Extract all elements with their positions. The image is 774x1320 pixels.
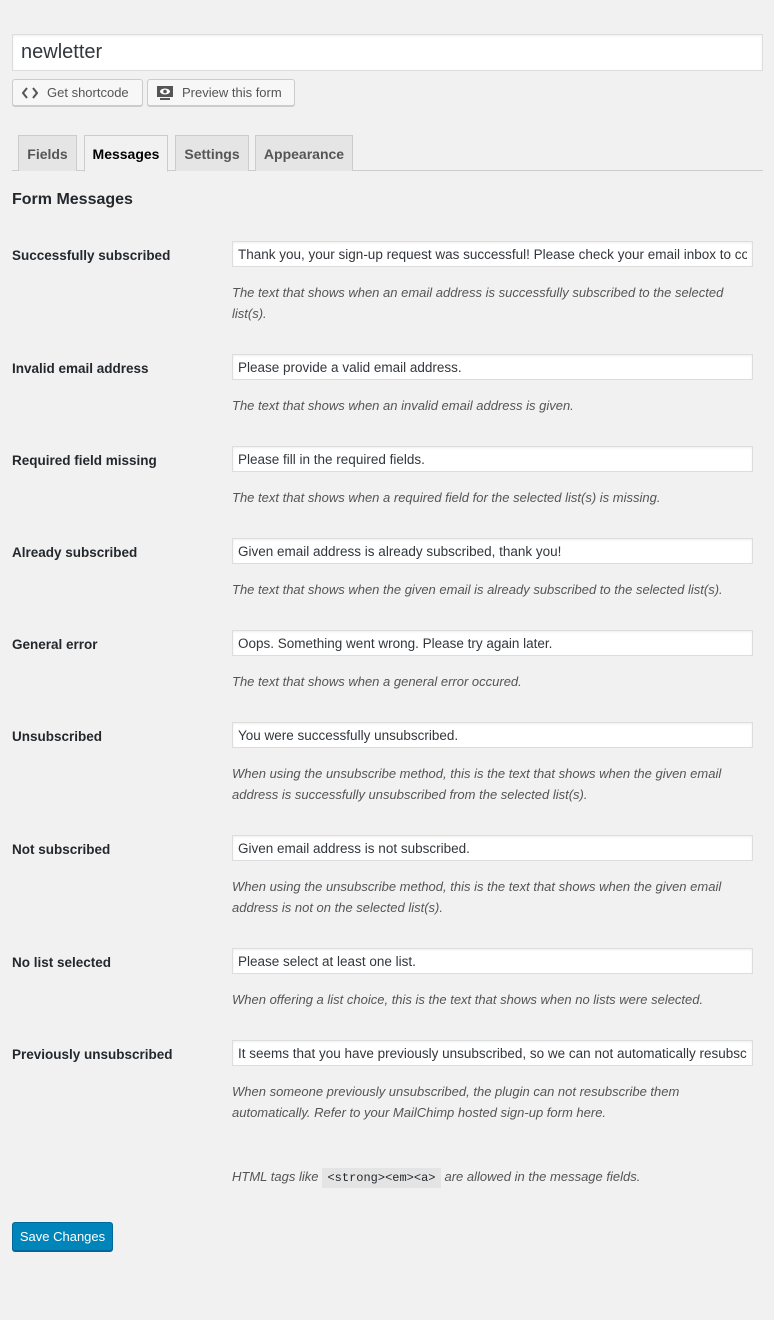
tab-bar	[12, 135, 763, 171]
desc-already-subscribed: The text that shows when the given email is already subscribed to the selected list(s).	[232, 582, 723, 597]
label-not-subscribed: Not subscribed	[12, 842, 111, 857]
label-unsubscribed: Unsubscribed	[12, 729, 103, 744]
input-invalid-email[interactable]	[232, 354, 753, 380]
label-no-list-selected: No list selected	[12, 955, 112, 970]
desc-general-error: The text that shows when a general error occured.	[232, 674, 522, 689]
label-successfully-subscribed: Successfully subscribed	[12, 248, 171, 263]
input-previously-unsubscribed[interactable]	[232, 1040, 753, 1066]
input-successfully-subscribed[interactable]	[232, 241, 753, 267]
code-brackets-icon	[21, 85, 39, 101]
label-previously-unsubscribed: Previously unsubscribed	[12, 1047, 173, 1062]
preview-form-button[interactable]	[147, 79, 295, 106]
desc-invalid-email: The text that shows when an invalid email address is given.	[232, 398, 574, 413]
label-general-error: General error	[12, 637, 98, 652]
form-title-input[interactable]	[12, 34, 763, 71]
label-invalid-email: Invalid email address	[12, 361, 149, 376]
desc-previously-unsubscribed: When someone previously unsubscribed, the plugin can not resubscribe them automatically. Refer to your MailChimp hosted sign-up form here.	[232, 1084, 680, 1120]
get-shortcode-button[interactable]	[12, 79, 143, 106]
desc-no-list-selected: When offering a list choice, this is the text that shows when no lists were selected.	[232, 992, 704, 1007]
html-tags-note	[232, 1166, 640, 1189]
input-required-field-missing[interactable]	[232, 446, 753, 472]
desc-unsubscribed: When using the unsubscribe method, this is the text that shows when the given email address is successfully unsubscribed from the selected list(s).	[232, 766, 722, 802]
save-changes-button[interactable]: Save Changes	[12, 1222, 113, 1251]
preview-form-label: Preview this form	[182, 85, 282, 100]
input-general-error[interactable]	[232, 630, 753, 656]
label-required-field-missing: Required field missing	[12, 453, 157, 468]
tab-messages[interactable]: Messages	[84, 135, 168, 172]
tab-fields[interactable]: Fields	[18, 135, 77, 171]
tab-appearance[interactable]: Appearance	[255, 135, 353, 171]
desc-successfully-subscribed: The text that shows when an email address is successfully subscribed to the selected list(s).	[232, 285, 724, 321]
desc-not-subscribed: When using the unsubscribe method, this is the text that shows when the given email address is not on the selected list(s).	[232, 879, 722, 915]
eye-preview-icon	[156, 85, 174, 101]
input-unsubscribed[interactable]	[232, 722, 753, 748]
input-not-subscribed[interactable]	[232, 835, 753, 861]
get-shortcode-label: Get shortcode	[47, 85, 129, 100]
input-no-list-selected[interactable]	[232, 948, 753, 974]
tab-settings[interactable]: Settings	[175, 135, 249, 171]
desc-required-field-missing: The text that shows when a required field for the selected list(s) is missing.	[232, 490, 661, 505]
html-note-suffix: are allowed in the message fields.	[444, 1169, 641, 1184]
html-note-prefix: HTML tags like	[232, 1169, 319, 1184]
label-already-subscribed: Already subscribed	[12, 545, 138, 560]
html-note-code: <strong><em><a>	[322, 1168, 440, 1188]
section-title: Form Messages	[12, 191, 133, 208]
input-already-subscribed[interactable]	[232, 538, 753, 564]
